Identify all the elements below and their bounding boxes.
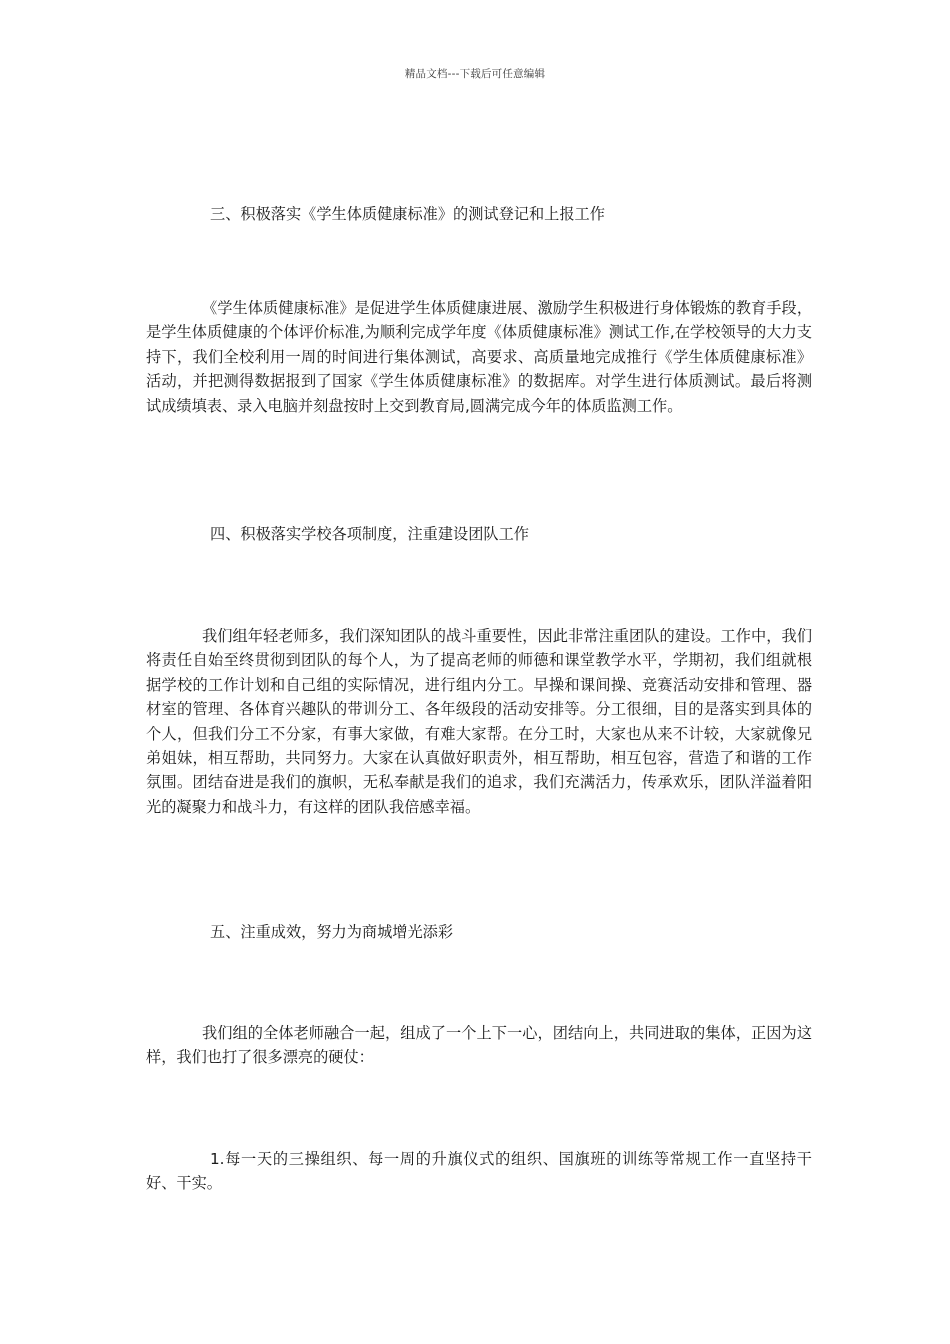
section-3-heading: 三、积极落实《学生体质健康标准》的测试登记和上报工作 <box>210 205 605 223</box>
section-5-heading: 五、注重成效，努力为商城增光添彩 <box>210 923 453 941</box>
list-item: 1.每一天的三操组织、每一周的升旗仪式的组织、国旗班的训练等常规工作一直坚持干好、干实。 <box>146 1150 812 1193</box>
header-note: 精品文档---下载后可任意编辑 <box>404 68 546 80</box>
section-3-paragraph: 《学生体质健康标准》是促进学生体质健康进展、激励学生积极进行身体锻炼的教育手段，是学生体质健康的个体评价标准,为顺利完成学年度《体质健康标准》测试工作,在学校领导的大力支持下，我们全校利用一周的时间进行集体测试，高要求、高质量地完成推行《学生体质健康标准》活动，并把测得数据报到了国家《学生体质健康标准》的数据库。对学生进行体质测试。最后将测试成绩填表、录入电脑并刻盘按时上交到教育局,圆满完成今年的体质监测工作。 <box>146 299 812 415</box>
section-4-paragraph: 我们组年轻老师多，我们深知团队的战斗重要性，因此非常注重团队的建设。工作中，我们将责任自始至终贯彻到团队的每个人，为了提高老师的师德和课堂教学水平，学期初，我们组就根据学校的工作计划和自己组的实际情况，进行组内分工。早操和课间操、竞赛活动安排和管理、器材室的管理、各体育兴趣队的带训分工、各年级段的活动安排等。分工很细，目的是落实到具体的个人，但我们分工不分家，有事大家做，有难大家帮。在分工时，大家也从来不计较，大家就像兄弟姐妹，相互帮助，共同努力。大家在认真做好职责外，相互帮助，相互包容，营造了和谐的工作氛围。团结奋进是我们的旗帜，无私奉献是我们的追求，我们充满活力，传承欢乐，团队洋溢着阳光的凝聚力和战斗力，有这样的团队我倍感幸福。 <box>146 627 812 816</box>
section-5-paragraph: 我们组的全体老师融合一起，组成了一个上下一心，团结向上，共同进取的集体，正因为这样，我们也打了很多漂亮的硬仗： <box>146 1024 812 1067</box>
section-4-heading: 四、积极落实学校各项制度，注重建设团队工作 <box>210 525 529 543</box>
